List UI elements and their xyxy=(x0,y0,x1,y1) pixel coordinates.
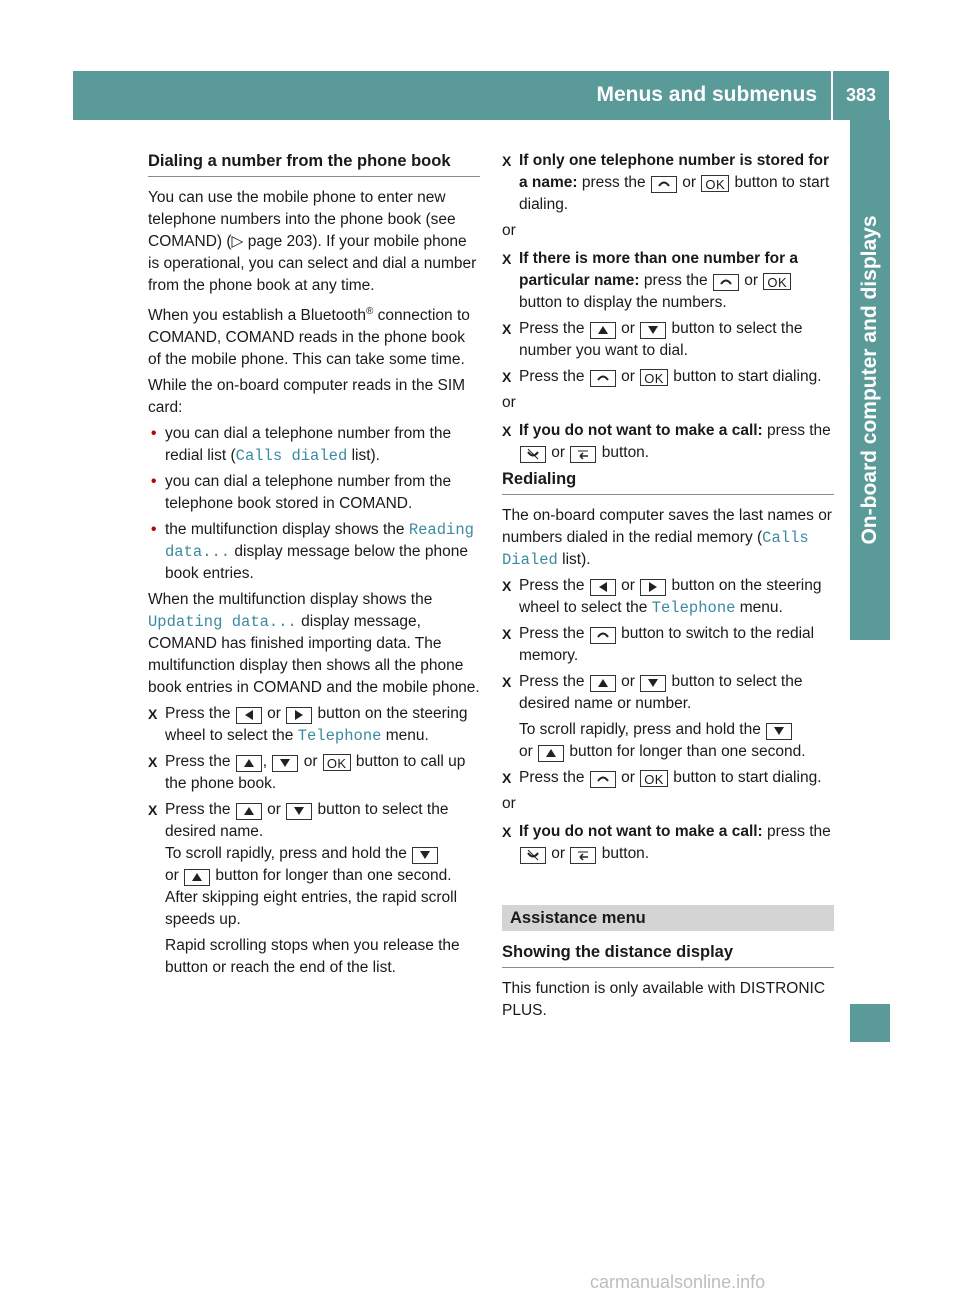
step-note: To scroll rapidly, press and hold the or button for longer than one second. xyxy=(519,721,806,760)
bullet-item: • you can dial a telephone number from the telephone book stored in COMAND. xyxy=(148,471,480,515)
up-arrow-key-icon xyxy=(590,675,616,692)
step-item: X Press the button to switch to the redial memory. xyxy=(502,623,834,667)
up-arrow-key-icon xyxy=(538,745,564,762)
down-arrow-key-icon xyxy=(640,675,666,692)
bullet-item: • you can dial a telephone number from the redial list (Calls dialed list). xyxy=(148,423,480,467)
step-item: X If there is more than one number for a particular name: press the or OK button to display the numbers. xyxy=(502,248,834,314)
or-separator: or xyxy=(502,222,516,239)
or-separator: or xyxy=(502,394,516,411)
phone-pickup-icon xyxy=(651,176,677,193)
paragraph: The on-board computer saves the last names or numbers dialed in the redial memory (Calls Dialed list). xyxy=(502,507,832,569)
section-title-distance-display: Showing the distance display xyxy=(502,941,834,968)
down-arrow-key-icon xyxy=(640,322,666,339)
side-marker xyxy=(850,1004,890,1042)
phone-hangup-icon xyxy=(520,847,546,864)
up-arrow-key-icon xyxy=(184,869,210,886)
step-item: X Press the or button on the steering wheel to select the Telephone menu. xyxy=(148,703,480,747)
up-arrow-key-icon xyxy=(236,803,262,820)
paragraph: You can use the mobile phone to enter new telephone numbers into the phone book (see COMAND) (▷ page 203). If your mobile phone is operational, you can select and dial a number from the phone book at any time. xyxy=(148,189,477,294)
step-item: X Press the or OK button to start dialing. xyxy=(502,767,834,789)
ok-key-icon: OK xyxy=(323,754,351,771)
assistance-menu-bar: Assistance menu xyxy=(502,905,834,931)
phone-pickup-icon xyxy=(590,627,616,644)
ok-key-icon: OK xyxy=(763,273,791,290)
phone-hangup-icon xyxy=(520,446,546,463)
down-arrow-key-icon xyxy=(766,723,792,740)
paragraph: While the on-board computer reads in the SIM card: xyxy=(148,377,466,417)
phone-pickup-icon xyxy=(590,771,616,788)
ok-key-icon: OK xyxy=(701,175,729,192)
up-arrow-key-icon xyxy=(590,322,616,339)
step-item: X Press the or button to select the number you want to dial. xyxy=(502,318,834,362)
down-arrow-key-icon xyxy=(286,803,312,820)
step-item: X Press the or button on the steering wheel to select the Telephone menu. xyxy=(502,575,834,619)
left-arrow-key-icon xyxy=(236,707,262,724)
section-title-redialing: Redialing xyxy=(502,468,834,495)
phone-pickup-icon xyxy=(590,370,616,387)
back-key-icon xyxy=(570,446,596,463)
step-item: X Press the , or OK button to call up the phone book. xyxy=(148,751,480,795)
back-key-icon xyxy=(570,847,596,864)
chapter-title: Menus and submenus xyxy=(596,83,817,106)
paragraph: When you establish a Bluetooth® connection to COMAND, COMAND reads in the phone book of the mobile phone. This can take some time. xyxy=(148,306,470,369)
page-number: 383 xyxy=(845,85,877,105)
step-item: X If you do not want to make a call: press the or button. xyxy=(502,821,834,865)
paragraph: This function is only available with DISTRONIC PLUS. xyxy=(502,980,826,1019)
right-column xyxy=(502,150,834,1026)
or-separator: or xyxy=(502,795,516,812)
step-item: X Press the or button to select the desired name. To scroll rapidly, press and hold the or button for longer than one second. After skipping eight entries, the rapid scroll speeds up. Rapid scrolling stops when you release the button or reach the end of the list. xyxy=(148,799,480,979)
bullet-item: • the multifunction display shows the Reading data... display message below the phone book entries. xyxy=(148,519,480,585)
paragraph: When the multifunction display shows the Updating data... display message, COMAND has finished importing data. The multifunction display then shows all the phone book entries in COMAND and the mobile phone. xyxy=(148,591,480,697)
step-item: X If you do not want to make a call: press the or button. xyxy=(502,420,834,464)
step-item: X If only one telephone number is stored for a name: press the or OK button to start dialing. xyxy=(502,150,834,216)
watermark: carmanualsonline.info xyxy=(590,1272,766,1292)
section-title-dialing: Dialing a number from the phone book xyxy=(148,150,480,177)
down-arrow-key-icon xyxy=(272,755,298,772)
down-arrow-key-icon xyxy=(412,847,438,864)
left-column xyxy=(148,150,480,983)
phone-pickup-icon xyxy=(713,274,739,291)
right-arrow-key-icon xyxy=(286,707,312,724)
ok-key-icon: OK xyxy=(640,770,668,787)
left-arrow-key-icon xyxy=(590,579,616,596)
step-item: X Press the or button to select the desired name or number. To scroll rapidly, press and hold the or button for longer than one second. xyxy=(502,671,834,763)
side-tab-label: On-board computer and displays xyxy=(858,215,881,545)
page-header xyxy=(73,71,889,120)
step-note: Rapid scrolling stops when you release the button or reach the end of the list. xyxy=(165,937,460,977)
ok-key-icon: OK xyxy=(640,369,668,386)
right-arrow-key-icon xyxy=(640,579,666,596)
up-arrow-key-icon xyxy=(236,755,262,772)
step-item: X Press the or OK button to start dialing. xyxy=(502,366,834,388)
